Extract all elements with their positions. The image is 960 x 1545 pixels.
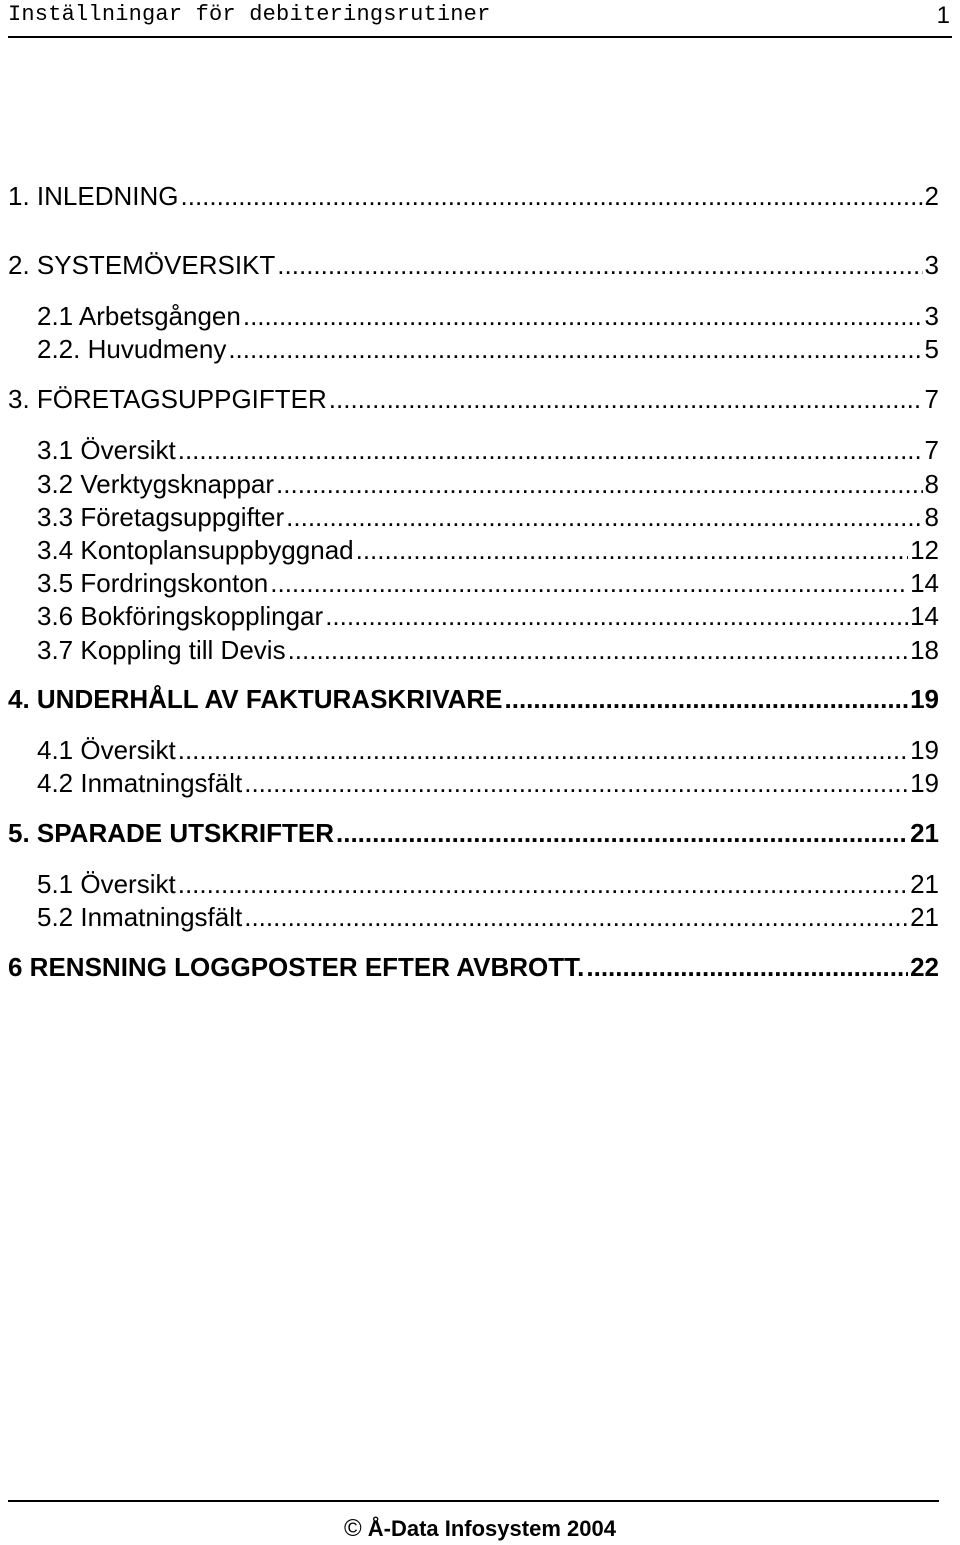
- toc-leader-dots: [276, 471, 922, 497]
- toc-entry-label: 5.2 Inmatningsfält: [37, 902, 243, 932]
- toc-leader-dots: [325, 603, 908, 629]
- toc-entry[interactable]: [37, 603, 939, 629]
- toc-entry-label: 3.6 Bokföringskopplingar: [37, 601, 324, 631]
- toc-entry-page: 19: [910, 684, 939, 714]
- footer-text: Å-Data Infosystem 2004: [367, 1516, 616, 1541]
- footer-divider: [8, 1500, 939, 1502]
- toc-entry-page: 18: [910, 635, 939, 665]
- toc-entry-page: 21: [910, 902, 939, 932]
- toc-entry-label: 5. SPARADE UTSKRIFTER: [8, 818, 334, 848]
- toc-leader-dots: [356, 537, 908, 563]
- toc-entry-label: 2. SYSTEMÖVERSIKT: [8, 250, 276, 280]
- toc-entry-page: 8: [924, 502, 939, 532]
- toc-entry-label: 6 RENSNING LOGGPOSTER EFTER AVBROTT.: [8, 952, 585, 982]
- toc-entry-page: 3: [924, 301, 939, 331]
- toc-entry-page: 21: [910, 869, 939, 899]
- toc-entry[interactable]: [37, 471, 939, 497]
- toc-entry-label: 2.1 Arbetsgången: [37, 301, 241, 331]
- toc-leader-dots: [228, 336, 922, 362]
- toc-leader-dots: [181, 183, 923, 209]
- page-footer: [0, 1515, 960, 1543]
- toc-entry-label: 4. UNDERHÅLL AV FAKTURASKRIVARE: [8, 684, 503, 714]
- toc-entry[interactable]: [37, 303, 939, 329]
- toc-entry-page: 14: [910, 568, 939, 598]
- toc-entry-label: 3.4 Kontoplansuppbyggnad: [37, 535, 354, 565]
- toc-entry-page: 7: [924, 384, 939, 414]
- toc-entry-label: 3.2 Verktygsknappar: [37, 469, 275, 499]
- toc-leader-dots: [178, 871, 908, 897]
- toc-entry[interactable]: [37, 770, 939, 796]
- toc-entry-label: 3. FÖRETAGSUPPGIFTER: [8, 384, 327, 414]
- toc-entry-page: 3: [924, 250, 939, 280]
- toc-entry[interactable]: [37, 504, 939, 530]
- toc-entry-page: 5: [924, 334, 939, 364]
- toc-leader-dots: [178, 437, 923, 463]
- toc-leader-dots: [244, 904, 908, 930]
- toc-entry[interactable]: [37, 637, 939, 663]
- toc-entry-label: 1. INLEDNING: [8, 181, 179, 211]
- toc-entry-label: 4.2 Inmatningsfält: [37, 768, 243, 798]
- toc-leader-dots: [277, 252, 922, 278]
- toc-entry[interactable]: [37, 570, 939, 596]
- page-number: 1: [936, 2, 950, 29]
- toc-entry-label: 3.1 Översikt: [37, 435, 176, 465]
- toc-leader-dots: [178, 737, 908, 763]
- toc-entry[interactable]: [37, 336, 939, 362]
- toc-entry-label: 3.3 Företagsuppgifter: [37, 502, 285, 532]
- toc-entry-label: 4.1 Översikt: [37, 735, 176, 765]
- toc-leader-dots: [243, 303, 923, 329]
- toc-entry-page: 21: [910, 818, 939, 848]
- toc-leader-dots: [505, 686, 909, 712]
- toc-leader-dots: [288, 637, 909, 663]
- toc-leader-dots: [329, 386, 923, 412]
- toc-leader-dots: [270, 570, 908, 596]
- toc-entry-label: 2.2. Huvudmeny: [37, 334, 227, 364]
- toc-entry-page: 2: [924, 181, 939, 211]
- toc-entry[interactable]: [37, 737, 939, 763]
- toc-entry-page: 7: [924, 435, 939, 465]
- toc-leader-dots: [244, 770, 908, 796]
- copyright-icon: ©: [344, 1515, 362, 1542]
- toc-entry[interactable]: [37, 871, 939, 897]
- page-header: [8, 0, 952, 38]
- toc-entry[interactable]: [37, 904, 939, 930]
- toc-entry-page: 12: [910, 535, 939, 565]
- toc-entry[interactable]: [37, 437, 939, 463]
- toc-entry-page: 8: [924, 469, 939, 499]
- toc-entry-label: 3.7 Koppling till Devis: [37, 635, 286, 665]
- toc-entry[interactable]: [8, 183, 939, 209]
- toc-leader-dots: [586, 954, 908, 980]
- toc-leader-dots: [286, 504, 922, 530]
- toc-entry[interactable]: [8, 686, 939, 712]
- toc-entry-label: 5.1 Översikt: [37, 869, 176, 899]
- toc-entry[interactable]: [8, 386, 939, 412]
- toc-entry-page: 22: [910, 952, 939, 982]
- toc-entry[interactable]: [8, 252, 939, 278]
- toc-entry[interactable]: [8, 954, 939, 980]
- document-title: Inställningar för debiteringsrutiner: [8, 2, 491, 27]
- toc-leader-dots: [336, 820, 908, 846]
- toc-entry[interactable]: [8, 820, 939, 846]
- toc-entry-page: 19: [910, 735, 939, 765]
- toc-entry-label: 3.5 Fordringskonton: [37, 568, 269, 598]
- toc-entry[interactable]: [37, 537, 939, 563]
- toc-entry-page: 19: [910, 768, 939, 798]
- toc-entry-page: 14: [910, 601, 939, 631]
